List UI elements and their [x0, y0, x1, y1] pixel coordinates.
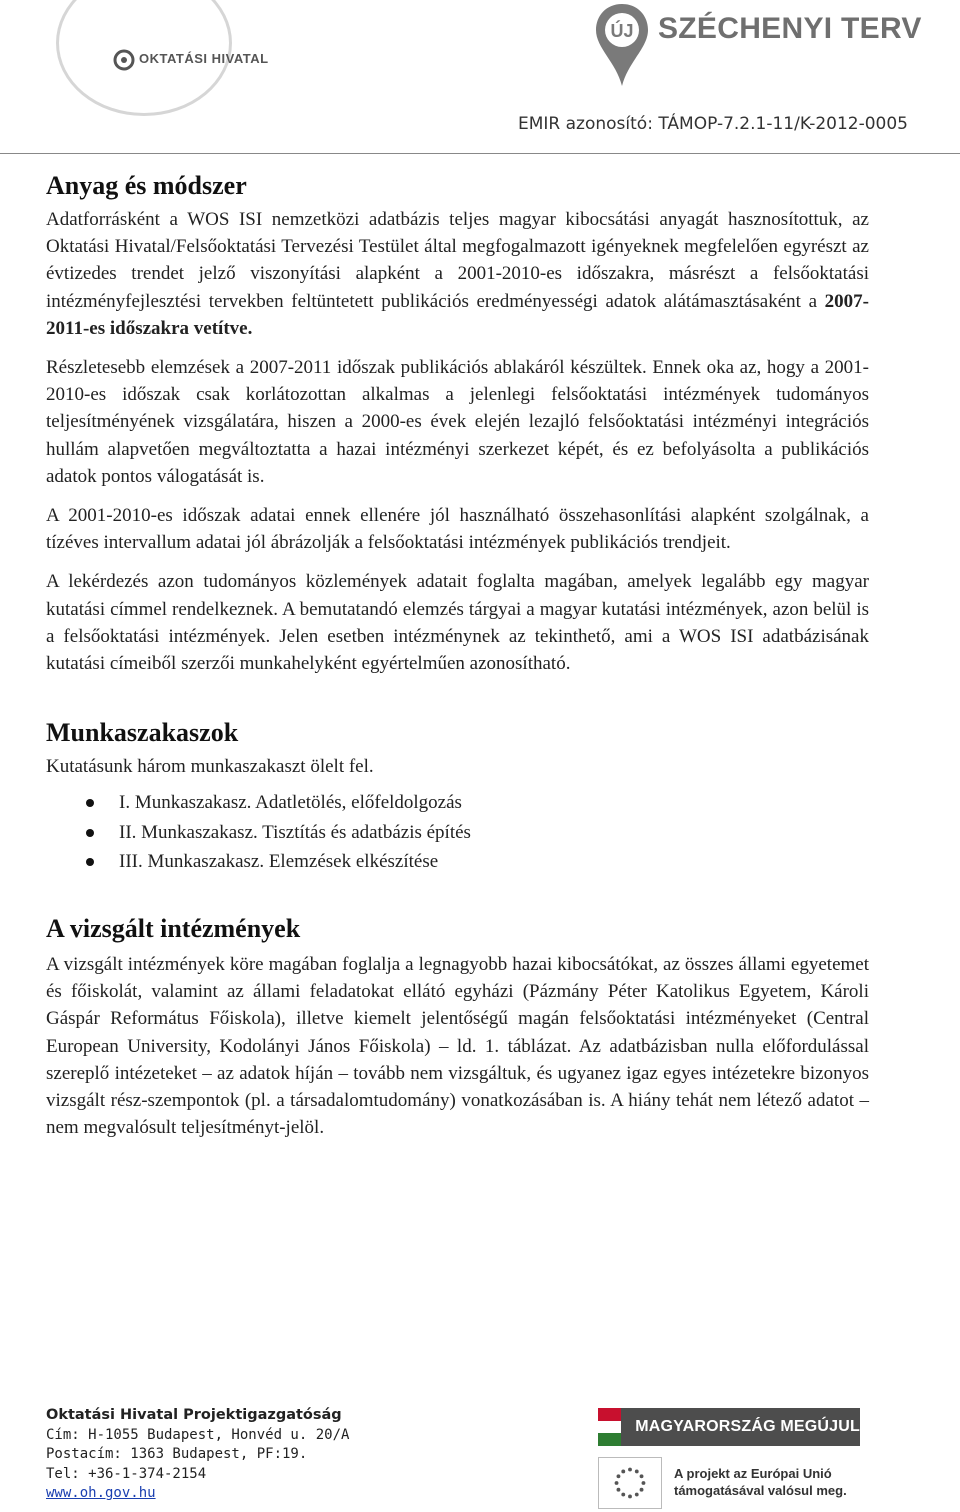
szechenyi-terv-logo	[590, 0, 922, 90]
section-title-vizsgalt: A vizsgált intézmények	[46, 913, 301, 943]
footer-website-link[interactable]: www.oh.gov.hu	[46, 1485, 156, 1501]
szt-pin-text: ÚJ	[610, 21, 634, 41]
header-divider	[0, 153, 960, 154]
section-title-munkaszakaszok: Munkaszakaszok	[46, 718, 239, 748]
footer-address: Cím: H-1055 Budapest, Honvéd u. 20/A	[46, 1426, 350, 1443]
map-pin-icon	[594, 2, 650, 88]
eu-support-text	[674, 1465, 847, 1499]
footer-postal: Postacím: 1363 Budapest, PF:19.	[46, 1446, 308, 1462]
paragraph	[46, 206, 869, 342]
badge-text: MAGYARORSZÁG MEGÚJUL	[635, 1418, 860, 1435]
page-footer	[46, 1406, 349, 1504]
eu-flag-icon	[598, 1457, 662, 1509]
paragraph: A lekérdezés azon tudományos közlemények adatait foglalta magában, amelyek legalább egy magyar kutatási címmel rendelkeznek. A bemutatandó elemzés tárgyai a magyar kutatási intézmények, azon belül is a felsőoktatási intézmények. Jelen esetben intézménynek az tekinthető, ami a WOS ISI adatbázisának kutatási címeiből szerzői munkahelyként egyértelműen azonosítható.	[46, 571, 869, 675]
footer-org-name: Oktatási Hivatal Projektigazgatóság	[46, 1407, 342, 1423]
list-item: III. Munkaszakasz. Elemzések elkészítése	[119, 847, 869, 877]
document-body	[46, 170, 869, 1141]
paragraph: A 2001-2010-es időszak adatai ennek ellenére jól használható összehasonlítási alapként szolgálnak, a tízéves intervallum adatai jól ábrázolják a felsőoktatási intézmények publikációs trendjeit.	[46, 505, 869, 554]
eu-support-logo	[598, 1457, 860, 1509]
paragraph-text: Adatforrásként a WOS ISI nemzetközi adatbázis teljes magyar kibocsátási anyagát hasznosítottuk, az Oktatási Hivatal/Felsőoktatási Tervezési Testület által megfogalmazott igényeknek megfelelően egyrészt az évtizedes trendet jelző viszonyítási alapként a 2001-2010-es időszakra, másrészt a felsőoktatási intézményfejlesztési tervekben feltüntetett publikációs eredményességi adatok alátámasztásaként a	[46, 209, 869, 312]
list-item: II. Munkaszakasz. Tisztítás és adatbázis építés	[119, 818, 869, 848]
footer-phone: Tel: +36-1-374-2154	[46, 1465, 207, 1482]
paragraph: A vizsgált intézmények köre magában foglalja a legnagyobb hazai kibocsátókat, az összes állami egyetemet és főiskolát, valamint az állami feladatokat ellátó egyházi (Pázmány Péter Katolikus Egyetem, Károli Gáspár Református Főiskola), illetve kiemelt jelentőségű magán felsőoktatási intézményeket (Central European University, Kodolányi János Főiskola) – ld. 1. táblázat. Az adatbázisban nulla előfordulással szereplő intézeteket – az adatok híján – tovább nem vizsgáltuk, és ugyanez igaz egyes intézetekre bizonyos vizsgált rész-szempontok (pl. a társadalomtudomány) vonatkozásában is. A hiány tehát nem létező adatot – nem megvalósult teljesítményt-jelöl.	[46, 953, 869, 1139]
eu-text-line: támogatásával valósul meg.	[674, 1483, 847, 1498]
emir-identifier: EMIR azonosító: TÁMOP-7.2.1-11/K-2012-0005	[518, 114, 908, 134]
oh-logo-text: OKTATÁSI HIVATAL	[139, 51, 269, 66]
paragraph: Kutatásunk három munkaszakaszt ölelt fel.	[46, 756, 374, 778]
szt-logo-text: SZÉCHENYI TERV	[658, 12, 922, 45]
section-title-anyag: Anyag és módszer	[46, 171, 247, 200]
list-item: I. Munkaszakasz. Adatletölés, előfeldolgozás	[119, 788, 869, 818]
magyarorszag-megujul-badge	[598, 1408, 860, 1446]
oktatasi-hivatal-logo	[50, 0, 290, 120]
hungarian-flag-icon	[598, 1408, 621, 1446]
bullet-list	[46, 788, 869, 877]
page-header	[0, 0, 960, 160]
paragraph: Részletesebb elemzések a 2007-2011 időszak publikációs ablakáról készültek. Ennek oka az, hogy a 2001-2010-es időszak csak korlátozottan alkalmas a jelenlegi felsőoktatási intézmények tudományos teljesítményének vizsgálatára, hiszen a 2000-es évek elején lezajló felsőoktatási intézményi integrációs hullám alapvetően megváltoztatta a hazai intézményi szerkezet képét, és ez befolyásolta a publikációs adatok pontos válogatását is.	[46, 357, 869, 487]
eu-text-line: A projekt az Európai Unió	[674, 1466, 832, 1481]
oh-mark-icon	[112, 49, 136, 71]
paragraph-bold-text: 2007-2011-es időszakra vetítve.	[46, 290, 869, 339]
